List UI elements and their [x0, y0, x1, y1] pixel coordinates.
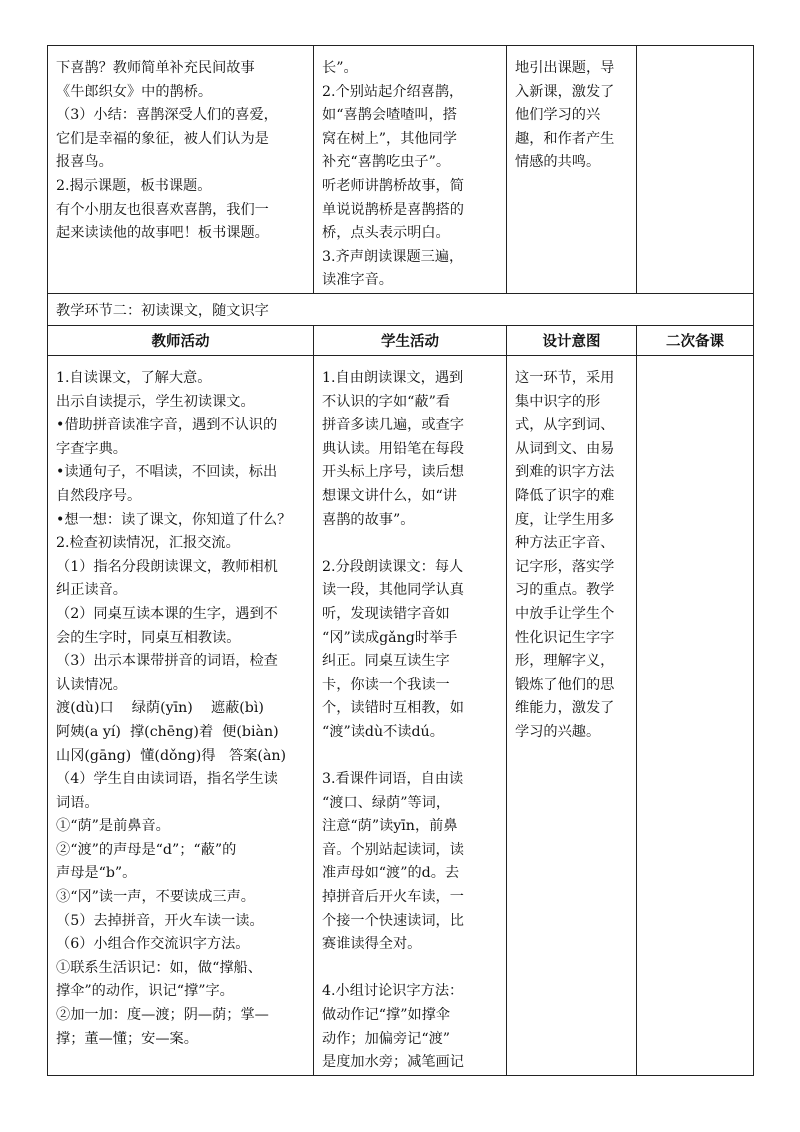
text-line: （1）指名分段朗读课文，教师相机 [56, 558, 278, 575]
text-line: （2）同桌互读本课的生字，遇到不 [56, 605, 278, 622]
text-line: “渡”读dù不读dú。 [322, 723, 444, 740]
text-line: 情感的共鸣。 [515, 154, 601, 171]
header-row [48, 326, 754, 356]
text-line: •读通句子，不唱读，不回读，标出 [56, 464, 278, 481]
text-line: 维能力，激发了 [515, 700, 615, 717]
text-line: 想课文讲什么，如“讲 [322, 487, 457, 504]
text-line: 他们学习的兴 [515, 107, 601, 124]
text-line: 这一环节，采用 [515, 370, 615, 386]
text-line: 拼音多读几遍，或查字 [322, 417, 464, 434]
text-line: 自然段序号。 [56, 487, 142, 504]
text-line: 字查字典。 [56, 440, 127, 457]
text-line: 撑；董—懂；安—案。 [56, 1030, 198, 1047]
text-line: 集中识字的形 [515, 393, 601, 410]
text-line: •想一想：读了课文，你知道了什么？ [56, 511, 292, 528]
header-student-cell [314, 326, 507, 356]
header-design-cell [507, 326, 637, 356]
text-line: 2.揭示课题，板书课题。 [56, 177, 212, 194]
text-line: 词语。 [56, 794, 99, 811]
text-line: 入新课，激发了 [515, 83, 615, 100]
text-line: （5）去掉拼音，开火车读一读。 [56, 912, 264, 929]
text-line: 认读情况。 [56, 676, 127, 693]
text-line: 趣，和作者产生 [515, 130, 615, 147]
text-line: 长”。 [322, 60, 358, 76]
text-line: 性化识记生字字 [515, 629, 615, 646]
text-line: 报喜鸟。 [56, 154, 113, 171]
text-line: 声母是“b”。 [56, 865, 137, 882]
text-line: 出示自读提示，学生初读课文。 [56, 393, 255, 410]
text-line: “冈”读成gǎng时举手 [322, 629, 458, 646]
text-line: 习的重点。教学 [515, 582, 615, 599]
text-line: 3.看课件词语，自由读 [322, 771, 464, 788]
text-line: 是度加水旁；减笔画记 [322, 1054, 464, 1071]
teacher-activity-cell [48, 46, 314, 294]
header-notes-cell [637, 326, 754, 356]
text-line: 读一段，其他同学认真 [322, 582, 464, 599]
text-line: 赛谁读得全对。 [322, 936, 422, 953]
text-line: 撑伞”的动作，识记“撑”字。 [56, 983, 234, 1000]
header-student: 学生活动 [381, 334, 439, 350]
text-line: 卡，你读一个我读一 [322, 676, 450, 693]
text-line: 记字形，落实学 [515, 558, 615, 575]
text-line: 降低了识字的难 [515, 487, 615, 504]
text-line: 从词到文、由易 [515, 440, 615, 457]
section-row [48, 294, 754, 326]
text-line: ②“渡”的声母是“d”；“蔽”的 [56, 841, 237, 858]
text-line: 动作；加偏旁记“渡” [322, 1030, 451, 1047]
text-line: 4.小组讨论识字方法： [322, 983, 464, 1000]
text-line: 1.自读课文，了解大意。 [56, 370, 212, 386]
text-line: 起来读读他的故事吧！板书课题。 [56, 225, 269, 242]
text-line: 读准字音。 [322, 272, 393, 289]
section-title-cell [48, 294, 754, 326]
text-line: 掉拼音后开火车读，一 [322, 889, 464, 906]
text-line: 不认识的字如“蔽”看 [322, 393, 451, 410]
text-line: 2.检查初读情况，汇报交流。 [56, 535, 240, 552]
text-line: 会的生字时，同桌互相教读。 [56, 629, 241, 646]
text-line: 《牛郎织女》中的鹊桥。 [56, 83, 213, 100]
lesson-plan-table [47, 45, 754, 1076]
text-line: （6）小组合作交流识字方法。 [56, 936, 250, 953]
text-line: 做动作记“撑”如撑伞 [322, 1007, 451, 1024]
text-line: 开头标上序号，读后想 [322, 464, 464, 481]
text-line: 桥，点头表示明白。 [322, 225, 450, 242]
paragraph-gap [322, 532, 499, 556]
text-line: ①联系生活识记：如，做“撑船、 [56, 959, 262, 976]
text-line: ③“冈”读一声，不要读成三声。 [56, 889, 255, 906]
text-line: 1.自由朗读课文，遇到 [322, 370, 464, 386]
text-line: 准声母如“渡”的d。去 [322, 865, 460, 882]
text-line: 有个小朋友也很喜欢喜鹊，我们一 [56, 201, 269, 218]
paragraph-gap [322, 745, 499, 769]
design-intent-cell [507, 356, 637, 1076]
text-line: （4）学生自由读词语，指名学生读 [56, 771, 278, 788]
student-activity-cell [314, 356, 507, 1076]
header-notes: 二次备课 [666, 334, 724, 350]
student-activity-cell [314, 46, 507, 294]
text-line: 式，从字到词、 [515, 417, 615, 434]
text-line: •借助拼音读准字音，遇到不认识的 [56, 417, 278, 434]
text-line: 它们是幸福的象征，被人们认为是 [56, 130, 269, 147]
text-line: 补充“喜鹊吃虫子”。 [322, 154, 451, 171]
teacher-activity-cell [48, 356, 314, 1076]
text-line: （3）出示本课带拼音的词语，检查 [56, 653, 278, 670]
text-line: 典认读。用铅笔在每段 [322, 440, 464, 457]
design-intent-cell [507, 46, 637, 294]
activity-row [48, 356, 754, 1076]
text-line: 注意“荫”读yīn，前鼻 [322, 818, 458, 835]
text-line: 纠正读音。 [56, 582, 127, 599]
text-line: 音。个别站起读词，读 [322, 841, 464, 858]
header-teacher-cell [48, 326, 314, 356]
text-line: 渡(dù)口 绿荫(yīn) 遮蔽(bì) [56, 700, 264, 717]
continued-row [48, 46, 754, 294]
second-prep-cell [637, 356, 754, 1076]
text-line: 2.个别站起介绍喜鹊， [322, 83, 464, 100]
text-line: ①“荫”是前鼻音。 [56, 818, 170, 835]
text-line: 下喜鹊？教师简单补充民间故事 [56, 60, 255, 76]
second-prep-cell [637, 46, 754, 294]
text-line: 如“喜鹊会喳喳叫，搭 [322, 107, 457, 124]
text-line: 喜鹊的故事”。 [322, 511, 415, 528]
text-line: 中放手让学生个 [515, 605, 615, 622]
text-line: 阿姨(a yí) 撑(chēng)着 便(biàn) [56, 723, 279, 740]
text-line: 个接一个快速读词，比 [322, 912, 464, 929]
text-line: 形，理解字义， [515, 653, 615, 670]
header-design: 设计意图 [542, 334, 601, 350]
text-line: 单说说鹊桥是喜鹊搭的 [322, 201, 464, 218]
header-teacher: 教师活动 [151, 334, 210, 350]
text-line: ②加一加：度—渡；阴—荫；掌— [56, 1007, 269, 1024]
text-line: 3.齐声朗读课题三遍， [322, 248, 464, 265]
text-line: 度，让学生用多 [515, 511, 615, 528]
text-line: 2.分段朗读课文：每人 [322, 558, 464, 575]
text-line: 种方法正字音、 [515, 535, 615, 552]
text-line: 听，发现读错字音如 [322, 605, 450, 622]
text-line: 地引出课题，导 [515, 60, 615, 76]
text-line: 锻炼了他们的思 [515, 676, 615, 693]
text-line: 到难的识字方法 [515, 464, 615, 481]
text-line: 山冈(gāng) 懂(dǒng)得 答案(àn) [56, 747, 287, 764]
text-line: （3）小结：喜鹊深受人们的喜爱， [56, 107, 278, 124]
text-line: 学习的兴趣。 [515, 723, 601, 740]
text-line: 纠正。同桌互读生字 [322, 653, 450, 670]
text-line: 听老师讲鹊桥故事，简 [322, 177, 464, 194]
paragraph-gap [322, 957, 499, 981]
section-title: 教学环节二：初读课文，随文识字 [56, 303, 269, 319]
text-line: 个，读错时互相教，如 [322, 700, 464, 717]
text-line: “渡口、绿荫”等词， [322, 794, 451, 811]
text-line: 窝在树上”，其他同学 [322, 130, 457, 147]
